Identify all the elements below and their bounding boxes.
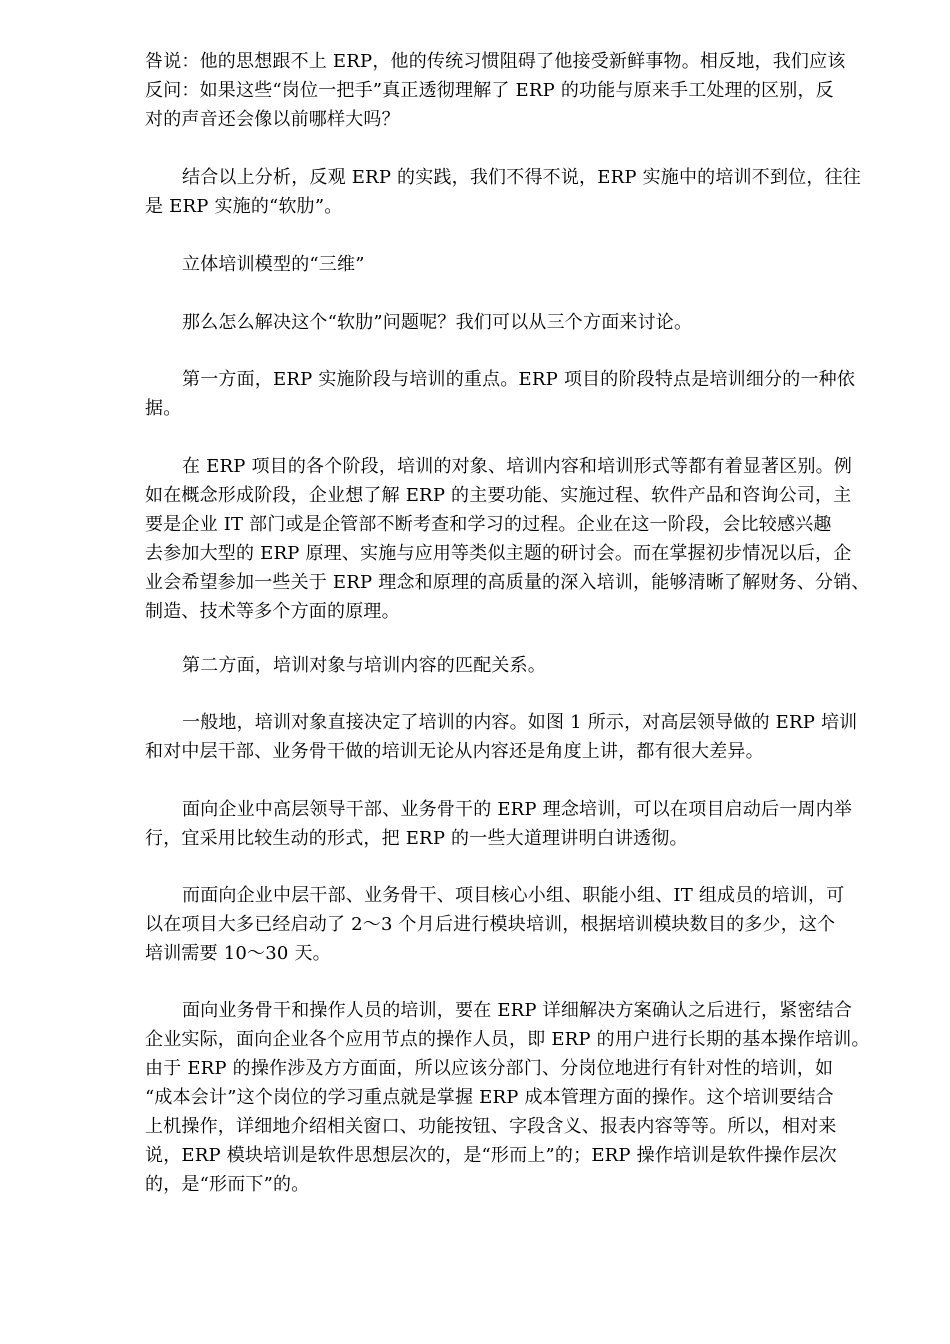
paragraph-middle-training [145,881,890,968]
text-line: “成本会计”这个岗位的学习重点就是掌握 ERP 成本管理方面的操作。这个培训要结合 [145,1087,834,1108]
text-line: 去参加大型的 ERP 原理、实施与应用等类似主题的研讨会。而在掌握初步情况以后，企 [145,543,852,564]
text-line: 如在概念形成阶段，企业想了解 ERP 的主要功能、实施过程、软件产品和咨询公司，主 [145,485,852,506]
text-line: 制造、技术等多个方面的原理。 [145,601,400,622]
text-line: 是 ERP 实施的“软肋”。 [145,196,343,217]
paragraph-analysis [145,163,890,221]
text-line: 由于 ERP 的操作涉及方方面面，所以应该分部门、分岗位地进行有针对性的培训，如 [145,1058,834,1079]
paragraph-training-objects [145,708,890,766]
text-line: 要是企业 IT 部门或是企管部不断考查和学习的过程。企业在这一阶段，会比较感兴趣 [145,514,832,535]
text-line: 一般地，培训对象直接决定了培训的内容。如图 1 所示，对高层领导做的 ERP 培训 [182,712,858,733]
paragraph-continuation [145,47,890,134]
text-line: 第一方面，ERP 实施阶段与培训的重点。ERP 项目的阶段特点是培训细分的一种依 [182,369,856,390]
paragraph-aspect-two [145,651,890,680]
text-line: 面向业务骨干和操作人员的培训，要在 ERP 详细解决方案确认之后进行，紧密结合 [182,1000,853,1021]
text-line: 说，ERP 模块培训是软件思想层次的，是“形而上”的；ERP 操作培训是软件操作层次 [145,1145,837,1166]
section-heading [145,250,890,279]
text-line: 的，是“形而下”的。 [145,1174,310,1195]
text-line: 据。 [145,398,182,419]
section-heading-text: 立体培训模型的“三维” [182,254,365,275]
text-line: 行，宜采用比较生动的形式，把 ERP 的一些大道理讲明白讲透彻。 [145,828,688,849]
text-line: 而面向企业中层干部、业务骨干、项目核心小组、职能小组、IT 组成员的培训，可 [182,885,845,906]
paragraph-aspect-one [145,365,890,423]
text-line: 第二方面，培训对象与培训内容的匹配关系。 [182,655,546,676]
text-line: 那么怎么解决这个“软肋”问题呢？我们可以从三个方面来讨论。 [182,312,693,333]
paragraph-project-stages [145,452,890,626]
text-line: 业会希望参加一些关于 ERP 理念和原理的高质量的深入培训，能够清晰了解财务、分销、 [145,572,870,593]
text-line: 培训需要 10～30 天。 [145,943,331,964]
text-line: 企业实际，面向企业各个应用节点的操作人员，即 ERP 的用户进行长期的基本操作培训。 [145,1029,870,1050]
text-line: 结合以上分析，反观 ERP 的实践，我们不得不说，ERP 实施中的培训不到位，往往 [182,167,861,188]
text-line: 面向企业中高层领导干部、业务骨干的 ERP 理念培训，可以在项目启动后一周内举 [182,799,853,820]
paragraph-question [145,308,890,337]
text-line: 在 ERP 项目的各个阶段，培训的对象、培训内容和培训形式等都有着显著区别。例 [182,456,853,477]
text-line: 上机操作，详细地介绍相关窗口、功能按钮、字段含义、报表内容等等。所以，相对来 [145,1116,837,1137]
text-line: 和对中层干部、业务骨干做的培训无论从内容还是角度上讲，都有很大差异。 [145,741,764,762]
paragraph-senior-training [145,795,890,853]
text-line: 对的声音还会像以前哪样大吗？ [145,109,400,130]
text-line: 咎说：他的思想跟不上 ERP，他的传统习惯阻碍了他接受新鲜事物。相反地，我们应该 [145,51,846,72]
paragraph-operator-training [145,996,890,1199]
text-line: 反问：如果这些“岗位一把手”真正透彻理解了 ERP 的功能与原来手工处理的区别，反 [145,80,834,101]
text-line: 以在项目大多已经启动了 2～3 个月后进行模块培训，根据培训模块数目的多少，这个 [145,914,836,935]
